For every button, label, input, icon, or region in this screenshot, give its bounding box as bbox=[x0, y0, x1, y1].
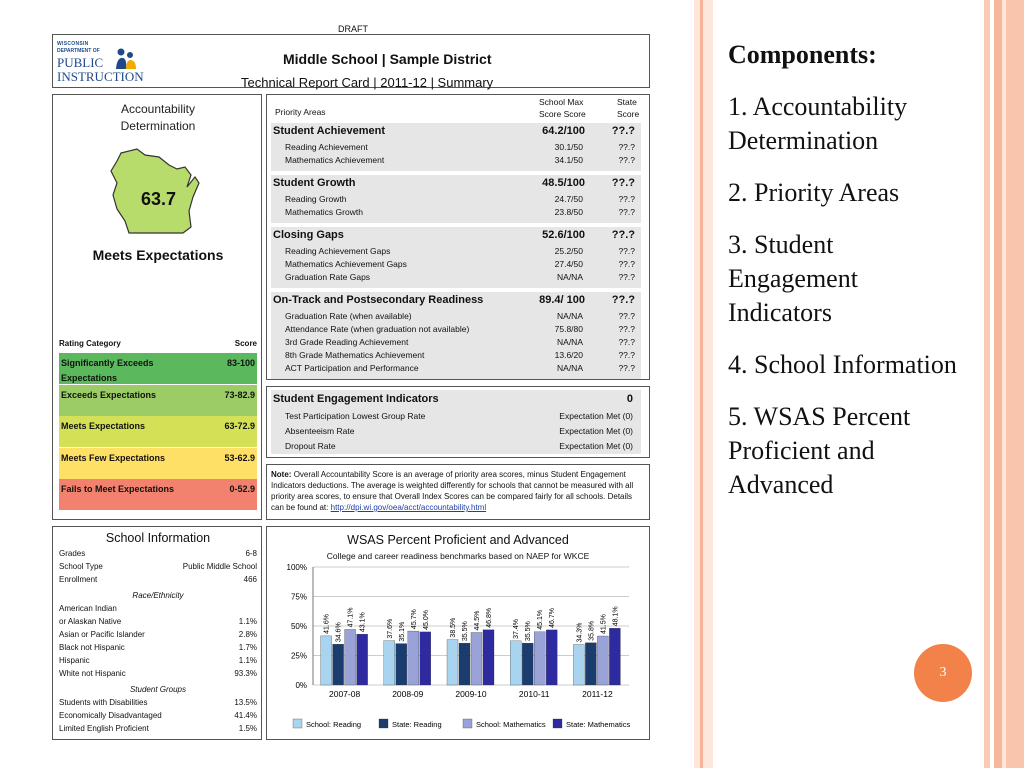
priority-item-state: ??.? bbox=[618, 272, 635, 282]
school-info-label: American Indian bbox=[59, 604, 117, 613]
bar bbox=[459, 643, 470, 685]
chart-title: WSAS Percent Proficient and Advanced bbox=[347, 533, 569, 547]
school-info-value: 1.1% bbox=[238, 656, 257, 665]
school-info-row bbox=[59, 617, 257, 629]
priority-section-school: 52.6/100 bbox=[542, 229, 585, 241]
bar-data-label: 48.1% bbox=[612, 606, 620, 627]
bar bbox=[522, 643, 533, 685]
school-info-label: Economically Disadvantaged bbox=[59, 711, 162, 720]
bar bbox=[384, 641, 395, 685]
school-info-label: or Alaskan Native bbox=[59, 617, 122, 626]
race-ethnicity-heading: Race/Ethnicity bbox=[132, 591, 184, 600]
report-header bbox=[52, 34, 650, 88]
legend-swatch bbox=[293, 719, 302, 728]
priority-col-school: School Max bbox=[539, 97, 584, 107]
bar bbox=[573, 645, 584, 685]
priority-item bbox=[273, 142, 639, 155]
engagement-item-name: Test Participation Lowest Group Rate bbox=[285, 411, 426, 421]
bar-data-label: 44.5% bbox=[474, 610, 481, 631]
school-info-row bbox=[59, 604, 257, 616]
bar-data-label: 43.1% bbox=[359, 612, 367, 633]
priority-item-name: Mathematics Achievement Gaps bbox=[285, 259, 407, 269]
school-info-value: 41.4% bbox=[234, 711, 257, 720]
school-info-label: Limited English Proficient bbox=[59, 724, 149, 733]
note-label: Note: bbox=[271, 470, 292, 479]
priority-item-school: 24.7/50 bbox=[554, 194, 583, 204]
legend-label: School: Reading bbox=[306, 720, 362, 729]
bar-data-label: 46.8% bbox=[486, 607, 493, 628]
priority-section-name: Closing Gaps bbox=[273, 229, 344, 241]
priority-item-state: ??.? bbox=[618, 142, 635, 152]
bar bbox=[345, 629, 356, 685]
bar bbox=[408, 631, 419, 685]
school-info-value: 1.7% bbox=[238, 643, 257, 652]
bar-data-label: 47.1% bbox=[347, 607, 355, 628]
rating-range: 63-72.9 bbox=[224, 421, 255, 431]
priority-item-state: ??.? bbox=[618, 207, 635, 217]
priority-section-state: ??.? bbox=[611, 177, 635, 189]
school-info-label: Students with Disabilities bbox=[59, 698, 148, 707]
school-info-label: Black not Hispanic bbox=[59, 643, 125, 652]
bar bbox=[534, 632, 545, 685]
bar-data-label: 34.3% bbox=[576, 622, 584, 643]
priority-col-state: State bbox=[617, 97, 637, 107]
x-tick-label: 2007-08 bbox=[328, 689, 361, 699]
engagement-item-name: Absenteeism Rate bbox=[285, 426, 355, 436]
school-info-value: 466 bbox=[243, 575, 257, 584]
priority-item bbox=[273, 350, 639, 363]
priority-section-state: ??.? bbox=[611, 229, 635, 241]
rating-row bbox=[59, 416, 257, 447]
rating-name: Significantly Exceeds Expectations bbox=[61, 358, 154, 383]
school-info-label: School Type bbox=[59, 562, 103, 571]
bar bbox=[483, 630, 494, 685]
accountability-link[interactable]: http://dpi.wi.gov/oea/acct/accountability.html bbox=[330, 503, 487, 512]
priority-item-state: ??.? bbox=[618, 324, 635, 334]
school-info-value: Public Middle School bbox=[182, 562, 257, 571]
rating-range: 83-100 bbox=[226, 358, 255, 368]
priority-item-school: NA/NA bbox=[557, 311, 583, 321]
priority-item bbox=[273, 337, 639, 350]
priority-item-name: Reading Growth bbox=[285, 194, 347, 204]
school-info-row bbox=[59, 630, 257, 642]
school-info-value: 93.3% bbox=[234, 669, 257, 678]
priority-item-school: NA/NA bbox=[557, 272, 583, 282]
school-info-row bbox=[59, 656, 257, 668]
bar bbox=[471, 632, 482, 685]
school-info-value: 2.8% bbox=[238, 630, 257, 639]
report-subtitle: Technical Report Card | 2011-12 | Summary bbox=[241, 75, 494, 90]
component-item-4: 4. School Information bbox=[728, 350, 957, 379]
priority-item-school: NA/NA bbox=[557, 337, 583, 347]
priority-item-school: 13.6/20 bbox=[554, 350, 583, 360]
priority-item bbox=[273, 207, 639, 220]
x-tick-label: 2009-10 bbox=[455, 689, 487, 699]
y-tick-label: 25% bbox=[290, 651, 307, 661]
priority-col-school2: Score Score bbox=[539, 109, 586, 119]
priority-item-name: ACT Participation and Performance bbox=[285, 363, 419, 373]
legend-label: State: Mathematics bbox=[566, 720, 631, 729]
rating-row bbox=[59, 479, 257, 510]
priority-item-name: 8th Grade Mathematics Achievement bbox=[285, 350, 425, 360]
page-number-badge: 3 bbox=[914, 644, 972, 702]
bar-data-label: 46.7% bbox=[549, 608, 557, 628]
priority-section bbox=[271, 177, 641, 191]
bar-data-label: 45.1% bbox=[537, 609, 545, 630]
rating-row bbox=[59, 385, 257, 416]
rating-name: Fails to Meet Expectations bbox=[61, 484, 175, 494]
bar-data-label: 37.4% bbox=[513, 619, 521, 639]
rating-name: Exceeds Expectations bbox=[61, 389, 157, 400]
priority-item-state: ??.? bbox=[618, 259, 635, 269]
engagement-value: 0 bbox=[626, 393, 633, 405]
bar-data-label: 34.6% bbox=[335, 622, 343, 643]
legend-label: School: Mathematics bbox=[476, 720, 546, 729]
rating-range: 73-82.9 bbox=[224, 389, 255, 400]
school-info-label: White not Hispanic bbox=[59, 669, 126, 678]
x-tick-label: 2008-09 bbox=[392, 689, 424, 699]
priority-item-school: 75.8/80 bbox=[554, 324, 583, 334]
student-engagement-indicators bbox=[266, 386, 650, 458]
rating-range: 0-52.9 bbox=[229, 484, 255, 494]
component-item-5: 5. WSAS Percent Proficient and Advanced bbox=[728, 402, 911, 499]
priority-item bbox=[273, 272, 639, 285]
dpi-logo: WISCONSIN DEPARTMENT OF PUBLIC INSTRUCTION bbox=[57, 41, 144, 84]
priority-item-name: Graduation Rate Gaps bbox=[285, 272, 371, 282]
priority-item bbox=[273, 311, 639, 324]
school-info-label: Asian or Pacific Islander bbox=[59, 630, 145, 639]
engagement-item-value: Expectation Met (0) bbox=[559, 426, 633, 436]
school-information bbox=[52, 526, 262, 740]
priority-item-name: Reading Achievement Gaps bbox=[285, 246, 391, 256]
bar-data-label: 35.5% bbox=[462, 621, 469, 642]
school-info-row bbox=[59, 575, 257, 587]
component-item-1: 1. Accountability Determination bbox=[728, 92, 908, 155]
report-title: Middle School | Sample District bbox=[283, 51, 492, 67]
accountability-score: 63.7 bbox=[141, 189, 177, 209]
priority-item-state: ??.? bbox=[618, 246, 635, 256]
school-info-row bbox=[59, 711, 257, 723]
priority-item-name: Mathematics Growth bbox=[285, 207, 363, 217]
bar bbox=[321, 636, 332, 685]
accountability-title: Accountability Determination bbox=[120, 102, 196, 133]
priority-item-school: 23.8/50 bbox=[554, 207, 583, 217]
school-info-label: Enrollment bbox=[59, 575, 98, 584]
priority-section-state: ??.? bbox=[611, 294, 635, 306]
school-info-row bbox=[59, 562, 257, 574]
draft-label: DRAFT bbox=[338, 24, 368, 34]
school-info-value: 13.5% bbox=[234, 698, 257, 707]
priority-item bbox=[273, 155, 639, 168]
priority-section-school: 89.4/ 100 bbox=[539, 294, 585, 306]
legend-swatch bbox=[463, 719, 472, 728]
engagement-item bbox=[273, 411, 639, 424]
priority-item-school: NA/NA bbox=[557, 363, 583, 373]
bar bbox=[420, 632, 431, 685]
priority-item-school: 34.1/50 bbox=[554, 155, 583, 165]
priority-item-state: ??.? bbox=[618, 311, 635, 321]
bar bbox=[396, 644, 407, 685]
note-text: Overall Accountability Score is an average of priority area scores, minus Student Engagement Indicators deductions. The average is weighted differently for schools that cannot be measured with all priority area scores, to ensure that Overall Index Scores can be compared fairly for all schools. Details can be found at: bbox=[271, 470, 634, 512]
priority-section bbox=[271, 229, 641, 243]
priority-item-name: Reading Achievement bbox=[285, 142, 368, 152]
bar bbox=[609, 628, 620, 685]
school-info-row bbox=[59, 669, 257, 681]
components-list bbox=[728, 38, 968, 520]
priority-item-school: 30.1/50 bbox=[554, 142, 583, 152]
legend-swatch bbox=[379, 719, 388, 728]
engagement-item-value: Expectation Met (0) bbox=[559, 411, 633, 421]
component-item-3: 3. Student Engagement Indicators bbox=[728, 230, 858, 327]
bar bbox=[585, 643, 596, 685]
rating-name: Meets Expectations bbox=[61, 421, 146, 431]
report-card-document bbox=[48, 24, 652, 744]
engagement-item-value: Expectation Met (0) bbox=[559, 441, 633, 451]
rating-row bbox=[59, 448, 257, 479]
x-tick-label: 2011-12 bbox=[582, 689, 613, 699]
priority-section-school: 64.2/100 bbox=[542, 125, 585, 137]
priority-item-state: ??.? bbox=[618, 363, 635, 373]
priority-col-label: Priority Areas bbox=[275, 107, 326, 117]
component-item-2: 2. Priority Areas bbox=[728, 178, 900, 207]
priority-item-school: 27.4/50 bbox=[554, 259, 583, 269]
bar bbox=[597, 636, 608, 685]
priority-section-name: On-Track and Postsecondary Readiness bbox=[273, 294, 484, 306]
priority-section bbox=[271, 294, 641, 308]
y-tick-label: 0% bbox=[295, 681, 307, 690]
y-tick-label: 100% bbox=[286, 563, 307, 572]
accountability-rating: Meets Expectations bbox=[92, 247, 224, 263]
school-info-label: Grades bbox=[59, 549, 86, 558]
wsas-bar-chart bbox=[267, 561, 649, 741]
priority-col-state2: Score bbox=[617, 109, 640, 119]
bar bbox=[546, 630, 557, 685]
priority-item-name: 3rd Grade Reading Achievement bbox=[285, 337, 409, 347]
bar-data-label: 38.5% bbox=[450, 617, 457, 638]
priority-item-state: ??.? bbox=[618, 337, 635, 347]
bar-data-label: 37.6% bbox=[386, 618, 394, 639]
engagement-item-name: Dropout Rate bbox=[285, 441, 336, 451]
priority-section-school: 48.5/100 bbox=[542, 177, 585, 189]
school-info-label: Hispanic bbox=[59, 656, 90, 665]
components-heading: Components: bbox=[728, 40, 877, 69]
bar-data-label: 35.5% bbox=[525, 621, 533, 642]
bar bbox=[510, 641, 521, 685]
chart-subtitle: College and career readiness benchmarks based on NAEP for WKCE bbox=[326, 551, 590, 561]
y-tick-label: 50% bbox=[290, 622, 307, 631]
priority-item-state: ??.? bbox=[618, 194, 635, 204]
x-tick-label: 2010-11 bbox=[518, 689, 550, 699]
wsas-chart bbox=[266, 526, 650, 740]
engagement-item bbox=[273, 426, 639, 439]
school-info-value: 1.1% bbox=[238, 617, 257, 626]
engagement-title: Student Engagement Indicators bbox=[273, 393, 439, 405]
bar bbox=[333, 644, 344, 685]
rating-name: Meets Few Expectations bbox=[61, 452, 166, 463]
bar-data-label: 35.8% bbox=[588, 620, 596, 641]
school-info-title: School Information bbox=[105, 531, 211, 545]
priority-section bbox=[271, 125, 641, 139]
bar bbox=[357, 634, 368, 685]
rating-table-header: Rating Category Score bbox=[59, 339, 257, 348]
priority-item-school: 25.2/50 bbox=[554, 246, 583, 256]
school-info-row bbox=[59, 549, 257, 561]
priority-item-state: ??.? bbox=[618, 155, 635, 165]
legend-label: State: Reading bbox=[392, 720, 442, 729]
priority-item bbox=[273, 363, 639, 376]
school-info-value: 1.5% bbox=[238, 724, 257, 733]
priority-item bbox=[273, 194, 639, 207]
accountability-determination bbox=[52, 94, 262, 520]
priority-item-name: Attendance Rate (when graduation not available) bbox=[285, 324, 470, 334]
y-tick-label: 75% bbox=[290, 592, 307, 602]
bar-data-label: 45.7% bbox=[410, 609, 418, 630]
priority-item-name: Mathematics Achievement bbox=[285, 155, 385, 165]
school-info-row bbox=[59, 724, 257, 736]
priority-section-name: Student Achievement bbox=[273, 125, 386, 137]
priority-item bbox=[273, 246, 639, 259]
priority-section-state: ??.? bbox=[611, 125, 635, 137]
priority-item bbox=[273, 259, 639, 272]
school-info-value: 6-8 bbox=[245, 549, 257, 558]
legend-swatch bbox=[553, 719, 562, 728]
bar-data-label: 45.0% bbox=[422, 610, 430, 630]
priority-areas bbox=[266, 94, 650, 380]
priority-item-name: Graduation Rate (when available) bbox=[285, 311, 412, 321]
bar-data-label: 41.5% bbox=[600, 614, 608, 635]
school-info-row bbox=[59, 698, 257, 710]
rating-range: 53-62.9 bbox=[224, 452, 255, 463]
priority-section-name: Student Growth bbox=[273, 177, 356, 189]
note-box bbox=[266, 464, 650, 520]
priority-item-state: ??.? bbox=[618, 350, 635, 360]
bar bbox=[447, 640, 458, 685]
school-info-row bbox=[59, 643, 257, 655]
family-icon bbox=[113, 47, 139, 71]
student-groups-heading: Student Groups bbox=[129, 685, 187, 694]
engagement-item bbox=[273, 441, 639, 454]
priority-item bbox=[273, 324, 639, 337]
rating-row bbox=[59, 353, 257, 384]
bar-data-label: 35.1% bbox=[398, 621, 406, 642]
bar-data-label: 41.6% bbox=[323, 614, 331, 634]
